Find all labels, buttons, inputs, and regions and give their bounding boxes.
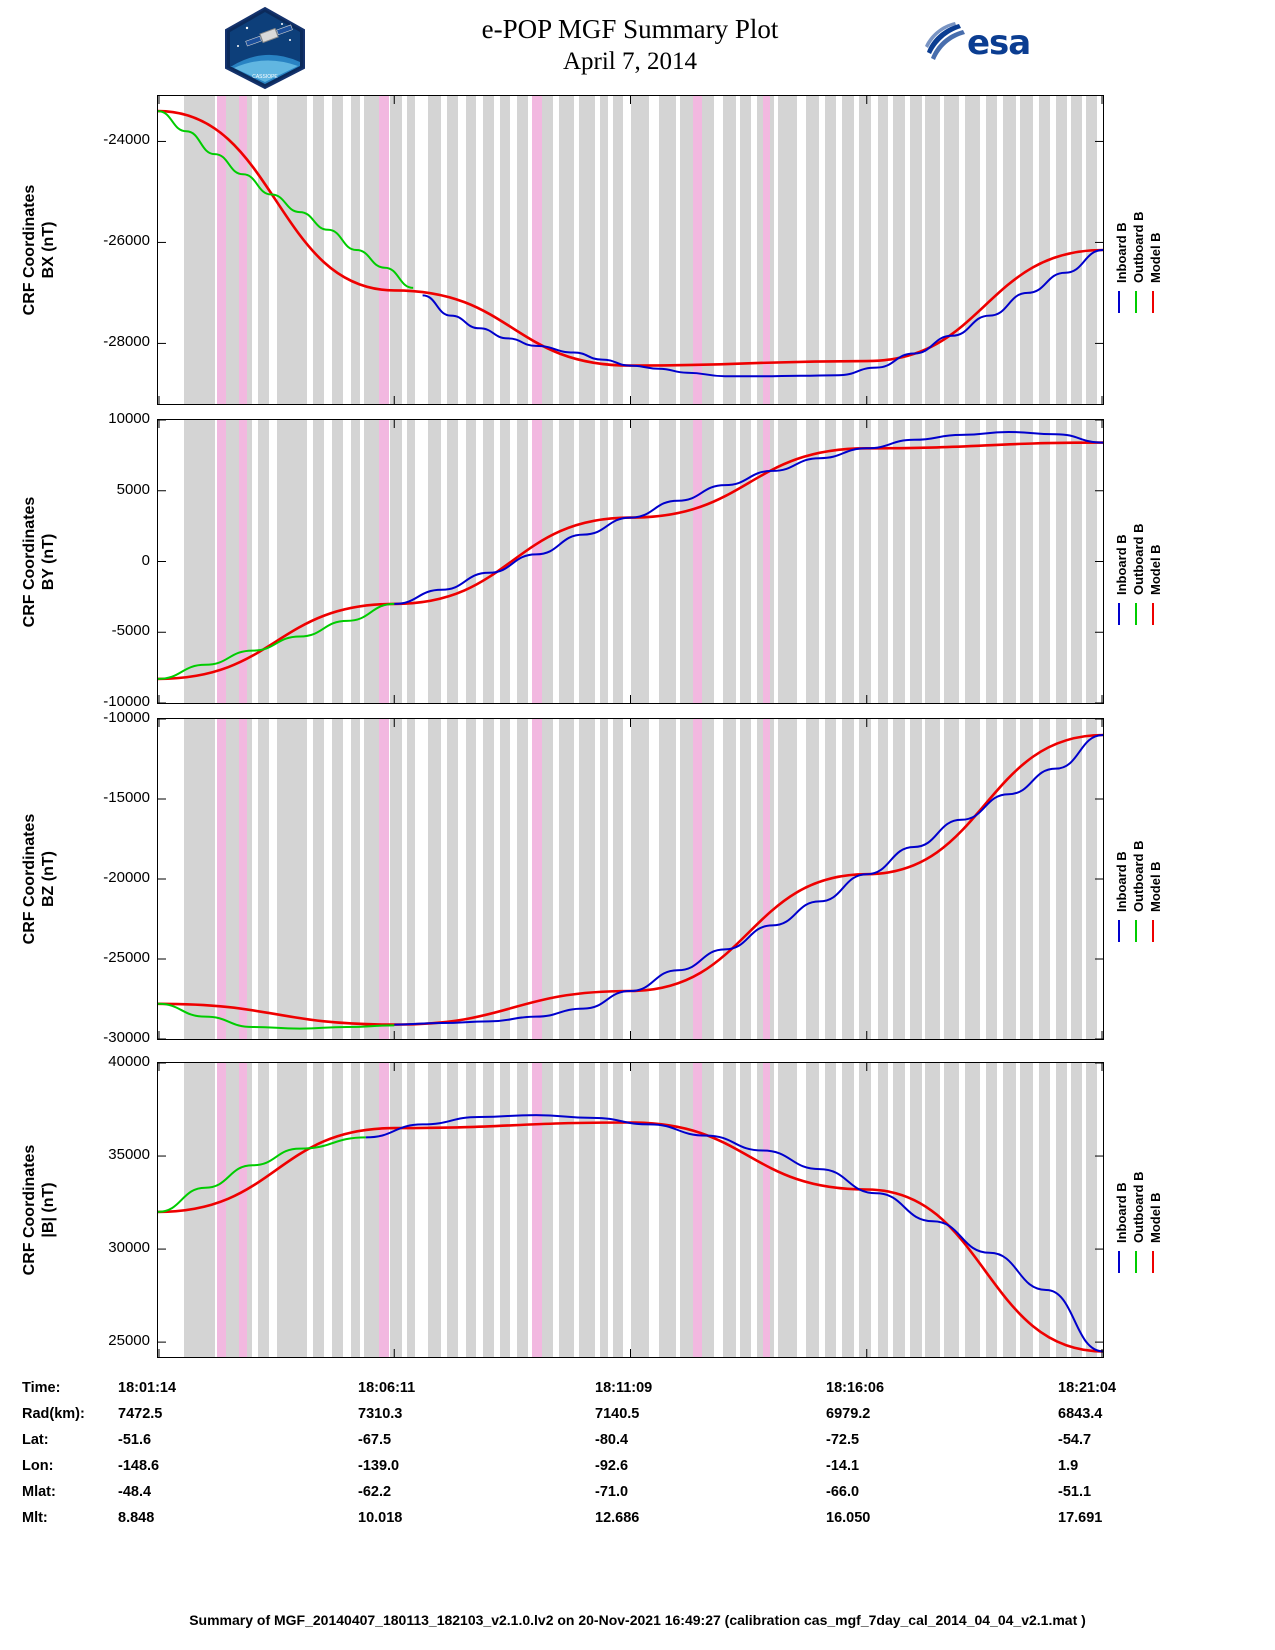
y-axis-tick-label: -26000 bbox=[103, 232, 150, 250]
ephemeris-value: -51.1 bbox=[1058, 1484, 1092, 1500]
series-line-inboard-b bbox=[423, 250, 1103, 376]
y-axis-tick-label: -15000 bbox=[103, 789, 150, 806]
y-axis-tick-label: 0 bbox=[141, 551, 150, 569]
y-axis-tick-label: 25000 bbox=[108, 1332, 150, 1350]
series-canvas bbox=[158, 719, 1103, 1039]
esa-logo-text: esa bbox=[967, 23, 1031, 63]
legend-swatch-inboard-b bbox=[1118, 1251, 1120, 1273]
ephemeris-value: -72.5 bbox=[826, 1432, 860, 1448]
series-line-inboard-b bbox=[366, 1115, 1103, 1351]
y-axis-tick-label: -10000 bbox=[103, 693, 150, 710]
ephemeris-row-label: Rad(km): bbox=[22, 1406, 85, 1422]
ephemeris-value: -66.0 bbox=[826, 1484, 860, 1500]
legend-swatch-inboard-b bbox=[1118, 920, 1120, 942]
legend-label-model-b: Model B bbox=[1148, 543, 1163, 595]
y-axis-tick-label: -25000 bbox=[103, 949, 150, 966]
title-line-2: April 7, 2014 bbox=[562, 48, 698, 75]
ephemeris-value: -54.7 bbox=[1058, 1432, 1092, 1448]
ephemeris-value: 7140.5 bbox=[595, 1406, 640, 1422]
series-canvas bbox=[158, 96, 1103, 404]
ephemeris-value: -51.6 bbox=[118, 1432, 152, 1448]
ephemeris-row bbox=[0, 1484, 1275, 1510]
ephemeris-value: -14.1 bbox=[826, 1458, 860, 1474]
legend-swatch-outboard-b bbox=[1135, 603, 1137, 625]
ephemeris-row-label: Mlat: bbox=[22, 1484, 56, 1500]
legend-label-inboard-b: Inboard B bbox=[1114, 222, 1129, 283]
legend-swatch-model-b bbox=[1152, 1251, 1154, 1273]
legend-swatch-inboard-b bbox=[1118, 291, 1120, 313]
ephemeris-value: 18:01:14 bbox=[118, 1380, 177, 1396]
ephemeris-value: 1.9 bbox=[1058, 1458, 1079, 1474]
legend-label-outboard-b: Outboard B bbox=[1131, 523, 1146, 595]
legend-swatch-model-b bbox=[1152, 291, 1154, 313]
ephemeris-value: -148.6 bbox=[118, 1458, 160, 1474]
ephemeris-row bbox=[0, 1406, 1275, 1432]
legend-swatch-outboard-b bbox=[1135, 920, 1137, 942]
legend-swatch-model-b bbox=[1152, 920, 1154, 942]
ephemeris-value: 7472.5 bbox=[118, 1406, 163, 1422]
series-line-model-b bbox=[158, 111, 1103, 366]
legend-label-outboard-b: Outboard B bbox=[1131, 840, 1146, 912]
legend-swatch-outboard-b bbox=[1135, 1251, 1137, 1273]
ephemeris-value: 7310.3 bbox=[358, 1406, 403, 1422]
svg-text:CASSIOPE: CASSIOPE bbox=[252, 74, 278, 80]
ephemeris-value: 17.691 bbox=[1058, 1510, 1103, 1526]
ephemeris-row bbox=[0, 1380, 1275, 1406]
legend-label-model-b: Model B bbox=[1148, 861, 1163, 912]
series-canvas bbox=[158, 1063, 1103, 1357]
ephemeris-row bbox=[0, 1458, 1275, 1484]
ephemeris-row-label: Time: bbox=[22, 1380, 61, 1396]
ephemeris-row-label: Mlt: bbox=[22, 1510, 48, 1526]
plot-area bbox=[158, 719, 1103, 1039]
legend-label-outboard-b: Outboard B bbox=[1131, 1171, 1146, 1243]
ephemeris-value: -71.0 bbox=[595, 1484, 629, 1500]
plot-area bbox=[158, 1063, 1103, 1357]
legend bbox=[1108, 784, 1168, 946]
y-axis-tick-label: -20000 bbox=[103, 869, 150, 886]
esa-logo bbox=[925, 22, 1045, 66]
series-line-outboard-b bbox=[158, 111, 413, 288]
legend-label-inboard-b: Inboard B bbox=[1114, 851, 1129, 912]
page-title bbox=[330, 12, 930, 78]
ephemeris-row-label: Lon: bbox=[22, 1458, 54, 1474]
ephemeris-value: 18:06:11 bbox=[358, 1380, 416, 1396]
ephemeris-value: 12.686 bbox=[595, 1510, 640, 1526]
ephemeris-value: 16.050 bbox=[826, 1510, 871, 1526]
title-line-1: e-POP MGF Summary Plot bbox=[481, 14, 779, 44]
legend bbox=[1108, 467, 1168, 629]
y-axis-title: CRF Coordinates BY (nT) bbox=[21, 496, 57, 627]
legend-label-model-b: Model B bbox=[1148, 232, 1163, 283]
ephemeris-row bbox=[0, 1432, 1275, 1458]
ephemeris-value: -62.2 bbox=[358, 1484, 392, 1500]
legend-swatch-model-b bbox=[1152, 603, 1154, 625]
legend bbox=[1108, 1115, 1168, 1277]
series-line-model-b bbox=[158, 735, 1103, 1025]
ephemeris-value: 6979.2 bbox=[826, 1406, 871, 1422]
legend-label-inboard-b: Inboard B bbox=[1114, 533, 1129, 595]
y-axis-tick-label: 40000 bbox=[108, 1053, 150, 1070]
ephemeris-row-label: Lat: bbox=[22, 1432, 49, 1448]
ephemeris-value: 10.018 bbox=[358, 1510, 403, 1526]
legend bbox=[1108, 155, 1168, 317]
series-line-outboard-b bbox=[158, 1137, 366, 1212]
legend-label-model-b: Model B bbox=[1148, 1192, 1163, 1243]
y-axis-tick-label: 10000 bbox=[108, 410, 150, 427]
ephemeris-value: -67.5 bbox=[358, 1432, 392, 1448]
series-canvas bbox=[158, 420, 1103, 703]
y-axis-title: CRF Coordinates |B| (nT) bbox=[21, 1144, 57, 1276]
plot-area bbox=[158, 96, 1103, 404]
cassiope-mission-patch-icon bbox=[222, 6, 308, 90]
chart-panel-3 bbox=[157, 1062, 1104, 1358]
ephemeris-table bbox=[0, 1380, 1275, 1536]
ephemeris-value: -48.4 bbox=[118, 1484, 152, 1500]
ephemeris-value: 18:16:06 bbox=[826, 1380, 885, 1396]
plot-area bbox=[158, 420, 1103, 703]
series-line-inboard-b bbox=[394, 735, 1103, 1025]
page-header bbox=[0, 0, 1275, 92]
legend-swatch-outboard-b bbox=[1135, 291, 1137, 313]
y-axis-tick-label: 5000 bbox=[116, 480, 150, 498]
ephemeris-value: 18:11:09 bbox=[595, 1380, 653, 1396]
legend-swatch-inboard-b bbox=[1118, 603, 1120, 625]
ephemeris-value: -139.0 bbox=[358, 1458, 400, 1474]
y-axis-title: CRF Coordinates BZ (nT) bbox=[21, 813, 57, 945]
ephemeris-row bbox=[0, 1510, 1275, 1536]
series-line-inboard-b bbox=[394, 432, 1103, 604]
ephemeris-value: 6843.4 bbox=[1058, 1406, 1103, 1422]
y-axis-tick-label: -24000 bbox=[103, 131, 150, 149]
ephemeris-value: -92.6 bbox=[595, 1458, 629, 1474]
chart-panel-0 bbox=[157, 95, 1104, 405]
chart-panel-1 bbox=[157, 419, 1104, 704]
y-axis-tick-label: 30000 bbox=[108, 1239, 150, 1257]
legend-label-outboard-b: Outboard B bbox=[1131, 211, 1146, 283]
y-axis-tick-label: -5000 bbox=[111, 622, 150, 640]
footer-caption: Summary of MGF_20140407_180113_182103_v2.1.0.lv2 on 20-Nov-2021 16:49:27 (calibration cas_mgf_7day_cal_2014_04_04_v2.1.mat ) bbox=[189, 1612, 1086, 1628]
y-axis-title: CRF Coordinates BX (nT) bbox=[21, 184, 57, 316]
ephemeris-value: -80.4 bbox=[595, 1432, 629, 1448]
ephemeris-value: 8.848 bbox=[118, 1510, 155, 1526]
y-axis-tick-label: -28000 bbox=[103, 333, 150, 351]
chart-panel-2 bbox=[157, 718, 1104, 1040]
y-axis-tick-label: -30000 bbox=[103, 1029, 150, 1046]
ephemeris-value: 18:21:04 bbox=[1058, 1380, 1117, 1396]
y-axis-tick-label: 35000 bbox=[108, 1146, 150, 1164]
y-axis-tick-label: -10000 bbox=[103, 709, 150, 726]
legend-label-inboard-b: Inboard B bbox=[1114, 1182, 1129, 1243]
series-line-model-b bbox=[158, 443, 1103, 679]
